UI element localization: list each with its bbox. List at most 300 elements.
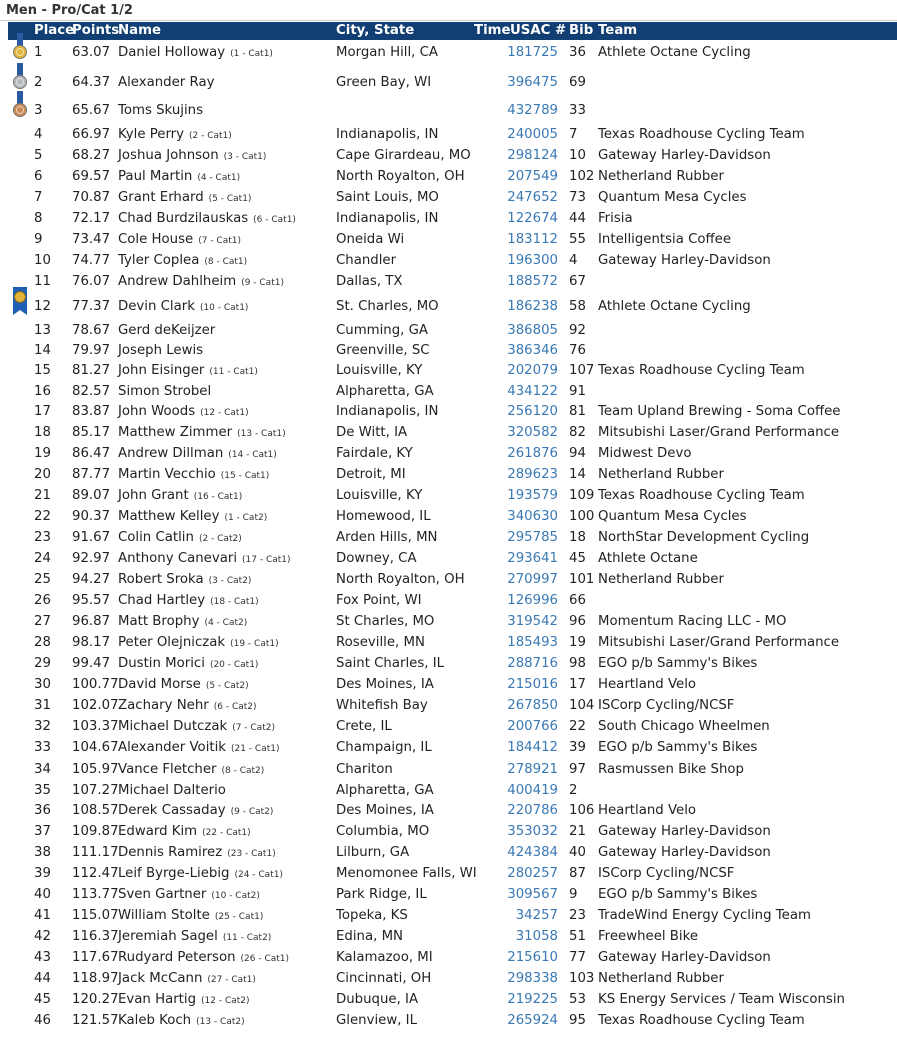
rider-name: Kyle Perry <box>118 127 185 142</box>
bib-cell: 107 <box>569 363 595 378</box>
city-cell: Menomonee Falls, WI <box>336 866 477 881</box>
points-cell: 74.77 <box>72 253 111 268</box>
team-cell: Athlete Octane Cycling <box>598 45 751 60</box>
category-rank: (18 - Cat1) <box>210 597 259 607</box>
category-rank: (12 - Cat2) <box>201 996 250 1006</box>
header-city[interactable]: City, State <box>336 23 415 38</box>
name-cell <box>118 866 283 881</box>
rider-name: Simon Strobel <box>118 384 212 399</box>
category-rank: (11 - Cat2) <box>222 933 272 943</box>
usac-link[interactable]: 215016 <box>507 677 558 692</box>
place-cell: 13 <box>34 323 51 338</box>
points-cell: 72.17 <box>72 211 111 226</box>
rider-name: Chad Hartley <box>118 593 206 608</box>
name-cell <box>118 593 259 608</box>
usac-link[interactable]: 400419 <box>507 783 558 798</box>
rider-name: Alexander Voitik <box>118 740 226 755</box>
city-cell: Lilburn, GA <box>336 845 410 860</box>
category-rank: (6 - Cat1) <box>253 215 296 225</box>
city-cell: Des Moines, IA <box>336 803 434 818</box>
category-rank: (9 - Cat2) <box>230 807 274 817</box>
points-cell: 95.57 <box>72 593 111 608</box>
usac-link[interactable]: 267850 <box>507 698 558 713</box>
place-cell: 25 <box>34 572 51 587</box>
place-cell: 5 <box>34 148 43 163</box>
usac-link[interactable]: 295785 <box>507 530 558 545</box>
place-cell: 26 <box>34 593 51 608</box>
rider-name: Matthew Kelley <box>118 509 220 524</box>
city-cell: Whitefish Bay <box>336 698 428 713</box>
category-rank: (19 - Cat1) <box>230 639 279 649</box>
place-cell: 31 <box>34 698 51 713</box>
name-cell <box>118 719 275 734</box>
name-cell <box>118 845 276 860</box>
header-team[interactable]: Team <box>598 23 638 38</box>
team-cell: Gateway Harley-Davidson <box>598 845 771 860</box>
category-rank: (20 - Cat1) <box>209 660 259 670</box>
category-rank: (22 - Cat1) <box>202 828 251 838</box>
name-cell <box>118 614 247 629</box>
name-cell <box>118 446 277 461</box>
category-rank: (26 - Cat1) <box>240 954 290 964</box>
team-cell: South Chicago Wheelmen <box>598 719 770 734</box>
bib-cell: 69 <box>569 75 586 90</box>
team-cell: Intelligentsia Coffee <box>598 232 732 247</box>
city-cell: Des Moines, IA <box>336 677 434 692</box>
usac-link[interactable]: 261876 <box>507 446 558 461</box>
bib-cell: 73 <box>569 190 586 205</box>
place-cell: 9 <box>34 232 43 247</box>
place-cell: 6 <box>34 169 43 184</box>
category-rank: (13 - Cat1) <box>237 429 286 439</box>
team-cell: Quantum Mesa Cycles <box>598 190 747 205</box>
team-cell: EGO p/b Sammy's Bikes <box>598 656 758 671</box>
usac-link[interactable]: 340630 <box>507 509 558 524</box>
place-cell: 19 <box>34 446 51 461</box>
usac-link[interactable]: 34257 <box>515 908 558 923</box>
points-cell: 83.87 <box>72 404 111 419</box>
place-cell: 15 <box>34 363 51 378</box>
category-rank: (13 - Cat2) <box>196 1017 245 1027</box>
bib-cell: 23 <box>569 908 586 923</box>
usac-link[interactable]: 193579 <box>507 488 558 503</box>
city-cell: Indianapolis, IN <box>336 127 439 142</box>
name-cell <box>118 75 214 90</box>
points-cell: 92.97 <box>72 551 111 566</box>
team-cell: Mitsubishi Laser/Grand Performance <box>598 635 840 650</box>
category-rank: (21 - Cat1) <box>231 744 280 754</box>
city-cell: De Witt, IA <box>336 425 408 440</box>
gold-medal-icon <box>12 33 28 65</box>
city-cell: Indianapolis, IN <box>336 211 439 226</box>
rider-name: Michael Dalterio <box>118 783 226 798</box>
usac-link[interactable]: 200766 <box>507 719 558 734</box>
team-cell: Texas Roadhouse Cycling Team <box>598 363 805 378</box>
category-rank: (4 - Cat1) <box>197 173 241 183</box>
header-time[interactable]: Time <box>474 23 511 38</box>
points-cell: 115.07 <box>72 908 119 923</box>
usac-link[interactable]: 434122 <box>507 384 558 399</box>
usac-link[interactable]: 185493 <box>507 635 558 650</box>
category-rank: (7 - Cat2) <box>232 723 275 733</box>
usac-link[interactable]: 215610 <box>507 950 558 965</box>
bib-cell: 10 <box>569 148 586 163</box>
header-place[interactable]: Place <box>34 23 75 38</box>
rider-name: Robert Sroka <box>118 572 204 587</box>
rider-name: David Morse <box>118 677 201 692</box>
name-cell <box>118 992 250 1007</box>
city-cell: Crete, IL <box>336 719 392 734</box>
bib-cell: 39 <box>569 740 586 755</box>
points-cell: 70.87 <box>72 190 111 205</box>
name-cell <box>118 190 251 205</box>
rider-name: Michael Dutczak <box>118 719 228 734</box>
points-cell: 100.77 <box>72 677 119 692</box>
city-cell: Topeka, KS <box>336 908 408 923</box>
name-cell <box>118 211 296 226</box>
name-cell <box>118 551 291 566</box>
city-cell: Alpharetta, GA <box>336 783 434 798</box>
points-cell: 104.67 <box>72 740 119 755</box>
ribbon-medal-icon <box>12 287 28 321</box>
rider-name: Paul Martin <box>118 169 193 184</box>
bib-cell: 22 <box>569 719 586 734</box>
rider-name: Matthew Zimmer <box>118 425 233 440</box>
usac-link[interactable]: 353032 <box>507 824 558 839</box>
header-points[interactable]: Points <box>72 23 120 38</box>
usac-link[interactable]: 265924 <box>507 1013 558 1028</box>
team-cell: Netherland Rubber <box>598 971 724 986</box>
points-cell: 98.17 <box>72 635 111 650</box>
city-cell: Saint Charles, IL <box>336 656 445 671</box>
rider-name: Zachary Nehr <box>118 698 209 713</box>
name-cell <box>118 299 248 314</box>
team-cell: Mitsubishi Laser/Grand Performance <box>598 425 840 440</box>
category-rank: (8 - Cat2) <box>221 766 265 776</box>
name-cell <box>118 929 271 944</box>
team-cell: NorthStar Development Cycling <box>598 530 810 545</box>
points-cell: 73.47 <box>72 232 111 247</box>
name-cell <box>118 530 242 545</box>
team-cell: Momentum Racing LLC - MO <box>598 614 787 629</box>
city-cell: Chandler <box>336 253 397 268</box>
place-cell: 33 <box>34 740 51 755</box>
place-cell: 28 <box>34 635 51 650</box>
points-cell: 77.37 <box>72 299 111 314</box>
rider-name: Vance Fletcher <box>118 762 217 777</box>
place-cell: 11 <box>34 274 51 289</box>
rider-name: Rudyard Peterson <box>118 950 236 965</box>
points-cell: 108.57 <box>72 803 119 818</box>
name-cell <box>118 1013 245 1028</box>
usac-link[interactable]: 186238 <box>507 299 558 314</box>
name-cell <box>118 677 249 692</box>
rider-name: Grant Erhard <box>118 190 204 205</box>
usac-link[interactable]: 31058 <box>515 929 558 944</box>
usac-link[interactable]: 386346 <box>507 343 558 358</box>
points-cell: 107.27 <box>72 783 119 798</box>
points-cell: 121.57 <box>72 1013 119 1028</box>
place-cell: 43 <box>34 950 51 965</box>
name-cell <box>118 887 260 902</box>
usac-link[interactable]: 278921 <box>507 762 558 777</box>
rider-name: Dustin Morici <box>118 656 205 671</box>
rider-name: Jeremiah Sagel <box>118 929 218 944</box>
city-cell: Glenview, IL <box>336 1013 418 1028</box>
bib-cell: 14 <box>569 467 586 482</box>
usac-link[interactable]: 424384 <box>507 845 558 860</box>
name-cell <box>118 698 257 713</box>
bib-cell: 66 <box>569 593 586 608</box>
usac-link[interactable]: 256120 <box>507 404 558 419</box>
usac-link[interactable]: 219225 <box>507 992 558 1007</box>
place-cell: 38 <box>34 845 51 860</box>
rider-name: Andrew Dillman <box>118 446 224 461</box>
points-cell: 111.17 <box>72 845 119 860</box>
place-cell: 29 <box>34 656 51 671</box>
rider-name: Chad Burdzilauskas <box>118 211 249 226</box>
place-cell: 3 <box>34 103 43 118</box>
usac-link[interactable]: 386805 <box>507 323 558 338</box>
city-cell: Dubuque, IA <box>336 992 419 1007</box>
usac-link[interactable]: 298338 <box>507 971 558 986</box>
city-cell: Fairdale, KY <box>336 446 413 461</box>
bib-cell: 19 <box>569 635 586 650</box>
points-cell: 89.07 <box>72 488 111 503</box>
name-cell <box>118 425 286 440</box>
points-cell: 81.27 <box>72 363 111 378</box>
rider-name: John Woods <box>118 404 196 419</box>
place-cell: 8 <box>34 211 43 226</box>
bib-cell: 4 <box>569 253 578 268</box>
city-cell: Green Bay, WI <box>336 75 432 90</box>
place-cell: 18 <box>34 425 51 440</box>
points-cell: 120.27 <box>72 992 119 1007</box>
usac-link[interactable]: 181725 <box>507 45 558 60</box>
rider-name: Alexander Ray <box>118 75 215 90</box>
team-cell: EGO p/b Sammy's Bikes <box>598 887 758 902</box>
bib-cell: 104 <box>569 698 595 713</box>
city-cell: North Royalton, OH <box>336 169 465 184</box>
points-cell: 116.37 <box>72 929 119 944</box>
category-rank: (24 - Cat1) <box>234 870 283 880</box>
place-cell: 35 <box>34 783 51 798</box>
usac-link[interactable]: 319542 <box>507 614 558 629</box>
bib-cell: 44 <box>569 211 586 226</box>
rider-name: Edward Kim <box>118 824 198 839</box>
name-cell <box>118 803 273 818</box>
rider-name: Daniel Holloway <box>118 45 226 60</box>
usac-link[interactable]: 247652 <box>507 190 558 205</box>
name-cell <box>118 232 241 247</box>
points-cell: 68.27 <box>72 148 111 163</box>
city-cell: North Royalton, OH <box>336 572 465 587</box>
usac-link[interactable]: 122674 <box>507 211 558 226</box>
name-cell <box>118 824 251 839</box>
team-cell: Netherland Rubber <box>598 169 724 184</box>
name-cell <box>118 103 203 118</box>
name-cell <box>118 971 256 986</box>
team-cell: Texas Roadhouse Cycling Team <box>598 127 805 142</box>
city-cell: Downey, CA <box>336 551 417 566</box>
usac-link[interactable]: 126996 <box>507 593 558 608</box>
category-rank: (11 - Cat1) <box>209 367 258 377</box>
bib-cell: 97 <box>569 762 586 777</box>
points-cell: 85.17 <box>72 425 111 440</box>
name-cell <box>118 169 240 184</box>
rider-name: Toms Skujins <box>118 103 204 118</box>
header-usac[interactable]: USAC # <box>510 23 567 38</box>
city-cell: Cape Girardeau, MO <box>336 148 471 163</box>
bib-cell: 40 <box>569 845 586 860</box>
usac-link[interactable]: 288716 <box>507 656 558 671</box>
team-cell: Quantum Mesa Cycles <box>598 509 747 524</box>
category-rank: (17 - Cat1) <box>242 555 291 565</box>
place-cell: 21 <box>34 488 51 503</box>
header-bib[interactable]: Bib <box>569 23 594 38</box>
name-cell <box>118 45 273 60</box>
rider-name: Sven Gartner <box>118 887 207 902</box>
usac-link[interactable]: 320582 <box>507 425 558 440</box>
usac-link[interactable]: 183112 <box>507 232 558 247</box>
category-rank: (15 - Cat1) <box>220 471 270 481</box>
bib-cell: 9 <box>569 887 578 902</box>
team-cell: Heartland Velo <box>598 677 697 692</box>
bib-cell: 33 <box>569 103 586 118</box>
place-cell: 46 <box>34 1013 51 1028</box>
name-cell <box>118 467 269 482</box>
header-name[interactable]: Name <box>118 23 161 38</box>
place-cell: 32 <box>34 719 51 734</box>
category-rank: (25 - Cat1) <box>214 912 264 922</box>
category-rank: (4 - Cat2) <box>204 618 248 628</box>
bronze-medal-icon <box>12 91 28 123</box>
city-cell: Cincinnati, OH <box>336 971 432 986</box>
usac-link[interactable]: 293641 <box>507 551 558 566</box>
city-cell: Homewood, IL <box>336 509 431 524</box>
city-cell: Fox Point, WI <box>336 593 422 608</box>
bib-cell: 92 <box>569 323 586 338</box>
place-cell: 45 <box>34 992 51 1007</box>
city-cell: Louisville, KY <box>336 363 423 378</box>
rider-name: Cole House <box>118 232 194 247</box>
bib-cell: 81 <box>569 404 586 419</box>
place-cell: 4 <box>34 127 43 142</box>
points-cell: 63.07 <box>72 45 111 60</box>
team-cell: Freewheel Bike <box>598 929 699 944</box>
bib-cell: 55 <box>569 232 586 247</box>
title-divider <box>0 20 897 21</box>
category-rank: (9 - Cat1) <box>241 278 284 288</box>
points-cell: 87.77 <box>72 467 111 482</box>
place-cell: 41 <box>34 908 51 923</box>
usac-link[interactable]: 289623 <box>507 467 558 482</box>
city-cell: St. Charles, MO <box>336 299 439 314</box>
bib-cell: 76 <box>569 343 586 358</box>
place-cell: 20 <box>34 467 51 482</box>
category-rank: (2 - Cat2) <box>198 534 242 544</box>
usac-link[interactable]: 220786 <box>507 803 558 818</box>
usac-link[interactable]: 240005 <box>507 127 558 142</box>
category-rank: (5 - Cat1) <box>208 194 252 204</box>
team-cell: ISCorp Cycling/NCSF <box>598 866 735 881</box>
category-rank: (1 - Cat1) <box>230 49 273 59</box>
place-cell: 23 <box>34 530 51 545</box>
team-cell: ISCorp Cycling/NCSF <box>598 698 735 713</box>
place-cell: 7 <box>34 190 43 205</box>
points-cell: 96.87 <box>72 614 111 629</box>
bib-cell: 87 <box>569 866 586 881</box>
place-cell: 36 <box>34 803 51 818</box>
usac-link[interactable]: 396475 <box>507 75 558 90</box>
team-cell: Gateway Harley-Davidson <box>598 950 771 965</box>
rider-name: Martin Vecchio <box>118 467 216 482</box>
usac-link[interactable]: 298124 <box>507 148 558 163</box>
rider-name: Gerd deKeijzer <box>118 323 216 338</box>
name-cell <box>118 509 267 524</box>
category-rank: (2 - Cat1) <box>189 131 232 141</box>
team-cell: Gateway Harley-Davidson <box>598 824 771 839</box>
points-cell: 69.57 <box>72 169 111 184</box>
city-cell: Kalamazoo, MI <box>336 950 433 965</box>
usac-link[interactable]: 309567 <box>507 887 558 902</box>
place-cell: 1 <box>34 45 43 60</box>
usac-link[interactable]: 432789 <box>507 103 558 118</box>
bib-cell: 102 <box>569 169 595 184</box>
points-cell: 94.27 <box>72 572 111 587</box>
category-rank: (12 - Cat1) <box>200 408 249 418</box>
category-rank: (7 - Cat1) <box>198 236 241 246</box>
city-cell: Louisville, KY <box>336 488 423 503</box>
bib-cell: 95 <box>569 1013 586 1028</box>
category-rank: (5 - Cat2) <box>205 681 249 691</box>
points-cell: 91.67 <box>72 530 111 545</box>
team-cell: Netherland Rubber <box>598 467 724 482</box>
usac-link[interactable]: 280257 <box>507 866 558 881</box>
usac-link[interactable]: 188572 <box>507 274 558 289</box>
points-cell: 76.07 <box>72 274 111 289</box>
place-cell: 30 <box>34 677 51 692</box>
points-cell: 118.97 <box>72 971 119 986</box>
city-cell: Columbia, MO <box>336 824 430 839</box>
bib-cell: 45 <box>569 551 586 566</box>
place-cell: 39 <box>34 866 51 881</box>
points-cell: 99.47 <box>72 656 111 671</box>
points-cell: 90.37 <box>72 509 111 524</box>
usac-link[interactable]: 207549 <box>507 169 558 184</box>
place-cell: 27 <box>34 614 51 629</box>
usac-link[interactable]: 270997 <box>507 572 558 587</box>
category-rank: (14 - Cat1) <box>228 450 277 460</box>
rider-name: Matt Brophy <box>118 614 200 629</box>
rider-name: Joseph Lewis <box>118 343 204 358</box>
name-cell <box>118 363 258 378</box>
points-cell: 86.47 <box>72 446 111 461</box>
usac-link[interactable]: 196300 <box>507 253 558 268</box>
rider-name: John Grant <box>118 488 189 503</box>
rider-name: Joshua Johnson <box>118 148 219 163</box>
name-cell <box>118 740 280 755</box>
team-cell: Heartland Velo <box>598 803 697 818</box>
points-cell: 78.67 <box>72 323 111 338</box>
city-cell: St Charles, MO <box>336 614 435 629</box>
category-rank: (23 - Cat1) <box>227 849 276 859</box>
bib-cell: 36 <box>569 45 586 60</box>
usac-link[interactable]: 202079 <box>507 363 558 378</box>
category-rank: (3 - Cat1) <box>223 152 267 162</box>
usac-link[interactable]: 184412 <box>507 740 558 755</box>
name-cell <box>118 274 284 289</box>
